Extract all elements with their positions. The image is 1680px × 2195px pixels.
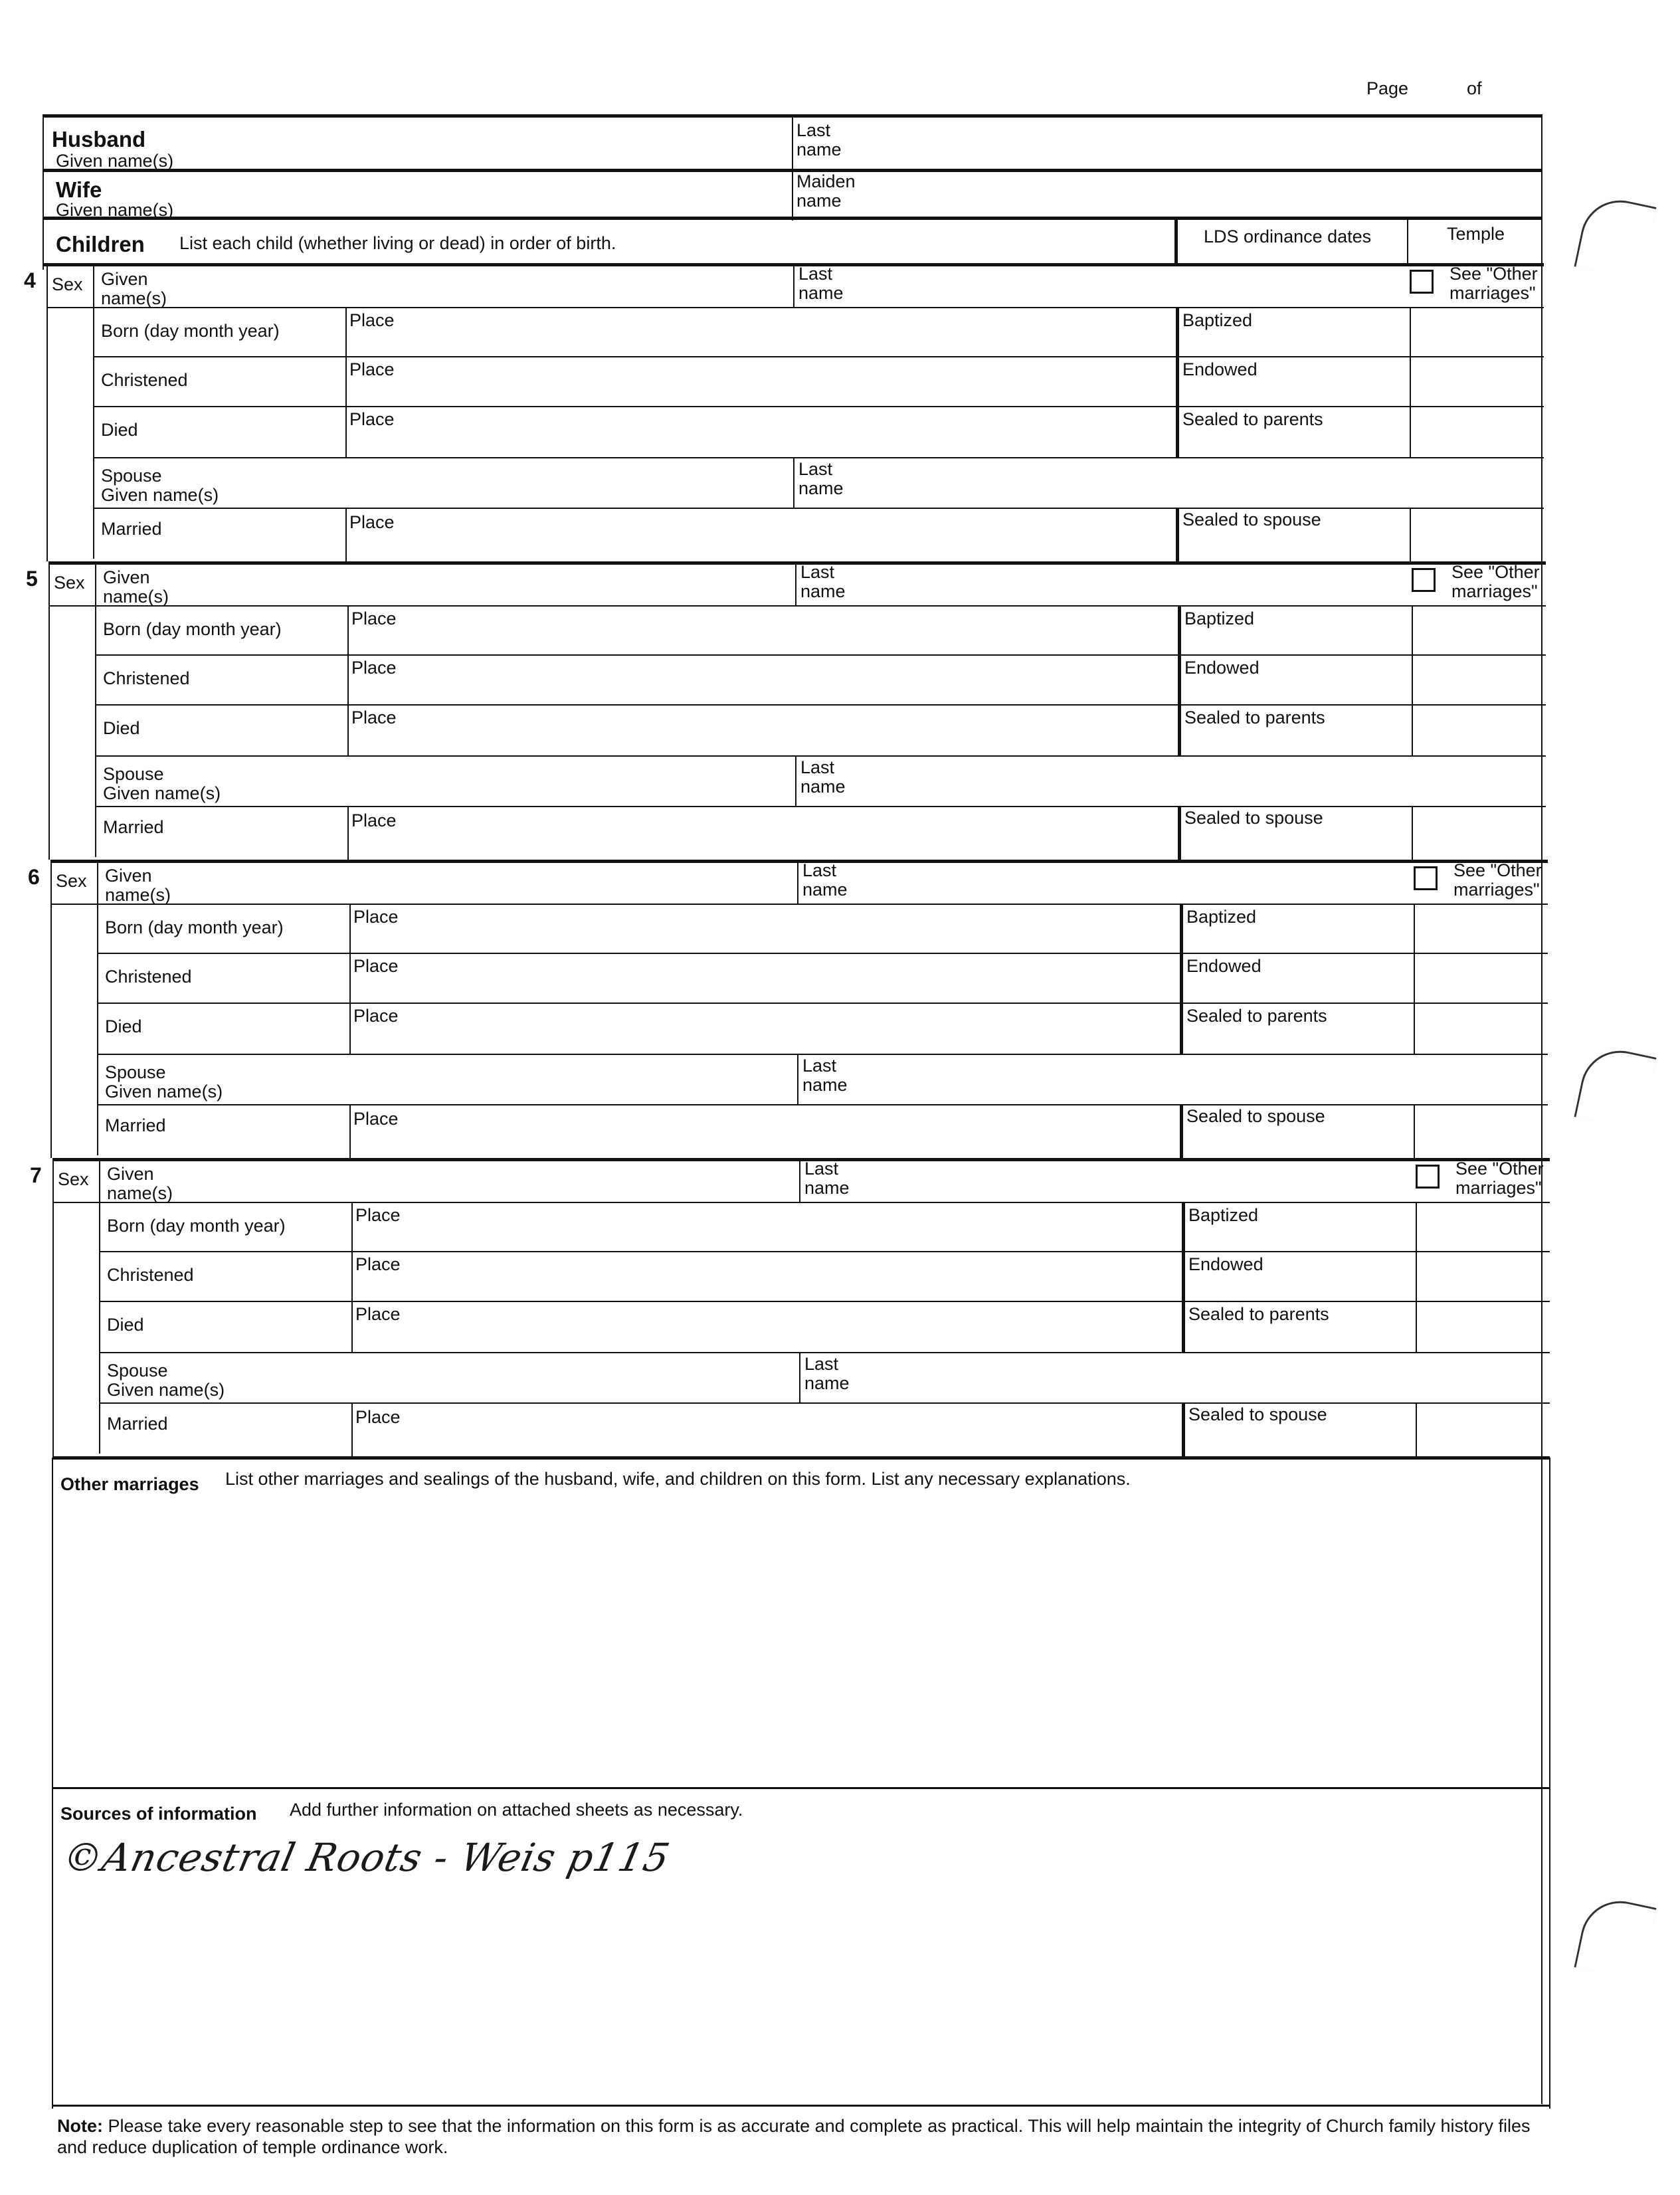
temple-divider (1414, 904, 1415, 953)
place-label: Place (355, 1407, 401, 1427)
col-divider (793, 263, 794, 307)
last-name-label: Last name (800, 562, 846, 601)
baptized-label: Baptized (1188, 1205, 1259, 1225)
last-name-label: Last name (802, 860, 848, 900)
temple-divider (1410, 508, 1411, 561)
place-label: Place (353, 1006, 399, 1026)
see-other-marriages-label: See "Other marriages" (1451, 562, 1540, 601)
place-label: Place (355, 1254, 401, 1274)
lds-divider (1180, 1104, 1183, 1158)
married-label: Married (101, 519, 162, 539)
place-label: Place (353, 907, 399, 927)
temple-divider (1416, 1202, 1417, 1251)
sealed-to-parents-label: Sealed to parents (1182, 409, 1323, 429)
temple-divider (1412, 704, 1413, 755)
died-label: Died (105, 1016, 142, 1036)
col-divider (795, 755, 796, 806)
sealed-to-parents-label: Sealed to parents (1188, 1304, 1329, 1324)
col-divider (345, 356, 347, 406)
endowed-label: Endowed (1184, 658, 1260, 678)
children-title: Children (56, 232, 145, 256)
place-label: Place (349, 310, 395, 330)
note-block (57, 2115, 1552, 2158)
husband-title: Husband (52, 127, 146, 151)
given-label: Given name(s) (105, 866, 171, 905)
col-divider (349, 1002, 351, 1054)
sex-label: Sex (58, 1169, 89, 1189)
wife-given-label: Given name(s) (56, 200, 174, 220)
row-divider (99, 1301, 1550, 1302)
baptized-label: Baptized (1184, 609, 1255, 628)
row-divider (97, 904, 1548, 905)
given-label: Given name(s) (107, 1164, 173, 1203)
col-divider (349, 904, 351, 953)
other-marriages-checkbox[interactable] (1416, 1165, 1440, 1189)
lds-divider (1176, 356, 1179, 406)
col-divider (799, 1352, 800, 1402)
place-label: Place (351, 811, 397, 830)
given-label: Given name(s) (103, 567, 169, 607)
endowed-label: Endowed (1186, 956, 1261, 976)
temple-label: Temple (1447, 224, 1505, 244)
lds-divider (1180, 1002, 1183, 1054)
col-divider (351, 1251, 353, 1301)
row-divider (93, 508, 1544, 509)
lds-divider (1176, 406, 1179, 457)
note-label: Note: (57, 2116, 103, 2136)
temple-divider (1416, 1301, 1417, 1352)
sex-divider (48, 605, 95, 607)
baptized-label: Baptized (1186, 907, 1257, 927)
children-instruction: List each child (whether living or dead) in order of birth. (179, 233, 616, 253)
col-divider (351, 1402, 353, 1456)
row-divider (99, 1352, 1550, 1353)
lds-divider (1182, 1402, 1185, 1456)
lds-ordinance-label: LDS ordinance dates (1204, 227, 1372, 246)
row-divider (97, 953, 1548, 954)
spouse-last-label: Last name (798, 459, 844, 498)
other-marriages-checkbox[interactable] (1410, 270, 1434, 294)
place-label: Place (349, 409, 395, 429)
place-label: Place (351, 708, 397, 727)
sealed-to-spouse-label: Sealed to spouse (1184, 808, 1323, 828)
born-label: Born (day month year) (107, 1216, 286, 1236)
temple-divider (1410, 406, 1411, 457)
col-divider (799, 1158, 800, 1202)
spouse-last-label: Last name (800, 757, 846, 797)
other-marriages-checkbox[interactable] (1414, 866, 1438, 890)
page-label: Page (1366, 78, 1409, 98)
row-divider (99, 1402, 1550, 1404)
col-divider (345, 307, 347, 356)
col-divider (793, 457, 794, 508)
row-divider (47, 263, 1544, 266)
spouse-given-label: Spouse Given name(s) (101, 466, 219, 505)
spouse-given-label: Spouse Given name(s) (107, 1361, 225, 1400)
last-name-label: Last name (804, 1159, 850, 1198)
place-label: Place (349, 512, 395, 532)
place-label: Place (355, 1205, 401, 1225)
row-divider (93, 406, 1544, 407)
child-number: 7 (30, 1163, 42, 1187)
col-divider (797, 860, 798, 904)
died-label: Died (101, 420, 138, 440)
row-divider (97, 1002, 1548, 1004)
christened-label: Christened (105, 967, 192, 987)
sources-instruction: Add further information on attached sheets as necessary. (290, 1800, 743, 1820)
christened-label: Christened (101, 370, 188, 390)
married-label: Married (103, 817, 164, 837)
row-divider (95, 654, 1546, 656)
spouse-given-label: Spouse Given name(s) (105, 1062, 223, 1101)
row-divider (97, 1054, 1548, 1055)
lds-divider (1176, 508, 1179, 561)
row-divider (99, 1251, 1550, 1252)
child-number: 4 (24, 268, 36, 292)
col-divider (347, 605, 349, 654)
col-divider (347, 704, 349, 755)
sex-divider (47, 307, 93, 308)
page-of-label: of (1467, 78, 1482, 98)
row-divider (52, 1158, 1550, 1161)
col-divider (349, 953, 351, 1002)
sex-label: Sex (56, 871, 87, 891)
row-divider (50, 860, 1548, 863)
sex-divider (52, 1202, 99, 1203)
temple-divider (1410, 356, 1411, 406)
note-text: Please take every reasonable step to see that the information on this form is as accurate and complete as practical. This will help maintain the integrity of Church family history files and reduce duplication of temple ordinance work. (57, 2116, 1531, 2157)
child-number: 6 (28, 865, 40, 889)
spouse-last-label: Last name (802, 1056, 848, 1095)
endowed-label: Endowed (1182, 359, 1258, 379)
christened-label: Christened (107, 1265, 194, 1285)
lds-divider (1180, 953, 1183, 1002)
temple-divider (1414, 1002, 1415, 1054)
husband-last-label: Last name (796, 120, 842, 159)
born-label: Born (day month year) (105, 917, 284, 937)
endowed-label: Endowed (1188, 1254, 1263, 1274)
lds-divider (1178, 654, 1181, 704)
place-label: Place (351, 658, 397, 678)
col-divider (351, 1202, 353, 1251)
wife-title: Wife (56, 177, 102, 202)
temple-divider (1412, 806, 1413, 860)
binder-hole-mark (1574, 193, 1656, 281)
christened-label: Christened (103, 668, 190, 688)
sealed-to-spouse-label: Sealed to spouse (1188, 1404, 1327, 1424)
born-label: Born (day month year) (103, 619, 282, 639)
row-divider (93, 307, 1544, 308)
married-label: Married (107, 1414, 168, 1434)
col-divider (345, 508, 347, 561)
row-divider (99, 1202, 1550, 1203)
sealed-to-parents-label: Sealed to parents (1186, 1006, 1327, 1026)
lds-divider (1180, 904, 1183, 953)
lds-divider (1178, 605, 1181, 654)
col-divider (349, 1104, 351, 1158)
husband-given-label: Given name(s) (56, 151, 174, 171)
other-marriages-checkbox[interactable] (1412, 568, 1436, 592)
col-divider (351, 1301, 353, 1352)
died-label: Died (103, 718, 140, 738)
lds-divider (1178, 704, 1181, 755)
other-marriages-instruction: List other marriages and sealings of the husband, wife, and children on this form. List any necessary explanations. (225, 1469, 1131, 1489)
sources-title: Sources of information (60, 1804, 257, 1824)
temple-divider (1414, 1104, 1415, 1158)
row-divider (95, 605, 1546, 607)
last-name-label: Last name (798, 264, 844, 303)
lds-divider (1182, 1202, 1185, 1251)
other-marriages-title: Other marriages (60, 1474, 199, 1494)
col-divider (797, 1054, 798, 1104)
row-divider (93, 457, 1544, 458)
binder-hole-mark (1574, 1894, 1656, 1982)
sealed-to-spouse-label: Sealed to spouse (1186, 1106, 1325, 1126)
temple-divider (1416, 1402, 1417, 1456)
sex-divider (50, 904, 97, 905)
row-divider (95, 755, 1546, 757)
place-label: Place (355, 1304, 401, 1324)
temple-divider (1414, 953, 1415, 1002)
sealed-to-spouse-label: Sealed to spouse (1182, 510, 1321, 529)
given-label: Given name(s) (101, 269, 167, 308)
col-divider (347, 806, 349, 860)
binder-hole-mark (1574, 1044, 1656, 1131)
lds-divider (1178, 806, 1181, 860)
col-divider (347, 654, 349, 704)
place-label: Place (353, 1109, 399, 1129)
place-label: Place (351, 609, 397, 628)
temple-divider (1412, 605, 1413, 654)
row-divider (48, 561, 1546, 565)
col-divider (345, 406, 347, 457)
baptized-label: Baptized (1182, 310, 1253, 330)
sex-label: Sex (54, 573, 85, 593)
handwritten-source: ©Ancestral Roots - Weis p115 (58, 1835, 674, 1880)
sex-label: Sex (52, 274, 83, 294)
child-number: 5 (26, 567, 38, 591)
married-label: Married (105, 1115, 166, 1135)
row-divider (95, 806, 1546, 807)
see-other-marriages-label: See "Other marriages" (1453, 860, 1542, 900)
temple-divider (1412, 654, 1413, 704)
row-divider (93, 356, 1544, 357)
place-label: Place (353, 956, 399, 976)
lds-divider (1182, 1301, 1185, 1352)
row-divider (95, 704, 1546, 706)
lds-divider (1176, 307, 1179, 356)
wife-maiden-label: Maiden name (796, 171, 856, 211)
spouse-given-label: Spouse Given name(s) (103, 764, 221, 803)
died-label: Died (107, 1315, 144, 1335)
row-divider (97, 1104, 1548, 1105)
temple-divider (1416, 1251, 1417, 1301)
born-label: Born (day month year) (101, 321, 280, 341)
see-other-marriages-label: See "Other marriages" (1455, 1159, 1544, 1198)
lds-divider (1182, 1251, 1185, 1301)
temple-divider (1410, 307, 1411, 356)
spouse-last-label: Last name (804, 1354, 850, 1393)
place-label: Place (349, 359, 395, 379)
see-other-marriages-label: See "Other marriages" (1449, 264, 1538, 303)
col-divider (795, 561, 796, 605)
sealed-to-parents-label: Sealed to parents (1184, 708, 1325, 727)
